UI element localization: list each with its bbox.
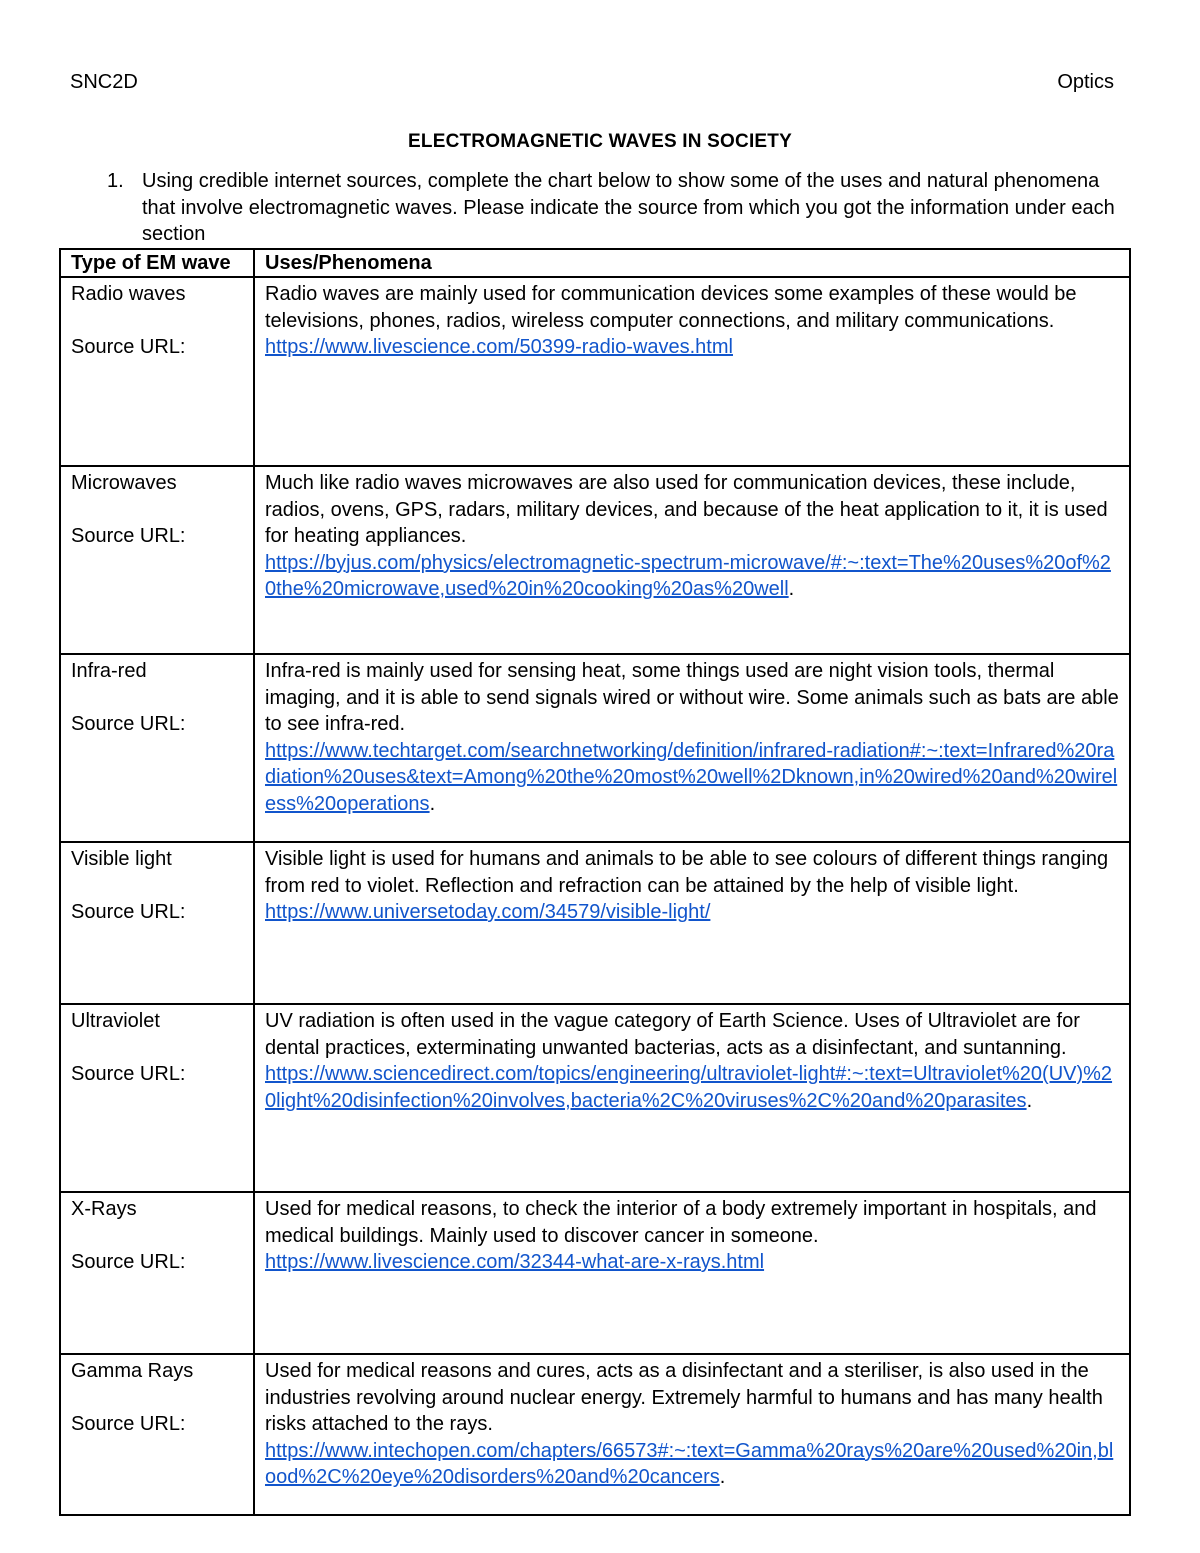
uses-text: Radio waves are mainly used for communication devices some examples of these would be televisions, phones, radios, wireless computer connections, and military communications. — [265, 283, 1077, 332]
header-type: Type of EM wave — [60, 249, 254, 277]
wave-type: Radio waves — [71, 283, 186, 305]
uses-cell — [254, 466, 1130, 654]
link-trailing: . — [429, 792, 436, 815]
wave-type-cell — [60, 277, 254, 466]
uses-text: Used for medical reasons, to check the interior of a body extremely important in hospitals, and medical buildings. Mainly used to discover cancer in someone. — [265, 1198, 1097, 1247]
table-row — [60, 1192, 1130, 1354]
source-url-label: Source URL: — [71, 713, 186, 736]
wave-type-cell — [60, 654, 254, 842]
link-trailing: . — [719, 1466, 726, 1489]
source-url-label: Source URL: — [71, 336, 186, 359]
source-link[interactable]: https://byjus.com/physics/electromagnetic-spectrum-microwave/#:~:text=The%20uses%20of%20the%20microwave,used%20in%20cooking%20as%20well — [265, 551, 1111, 601]
source-link[interactable]: https://www.techtarget.com/searchnetworking/definition/infrared-radiation#:~:text=Infrared%20radiation%20uses&text=Among%20the%20most%20well%2Dknown,in%20wired%20and%20wireless%20operations — [265, 739, 1118, 815]
uses-text: Much like radio waves microwaves are also used for communication devices, these include, radios, ovens, GPS, radars, military devices, and because of the heat application to it, it is used for heating appliances. — [265, 472, 1108, 548]
uses-cell — [254, 277, 1130, 466]
table-row — [60, 842, 1130, 1004]
table-row — [60, 654, 1130, 842]
source-link[interactable]: https://www.universetoday.com/34579/visible-light/ — [265, 901, 711, 924]
wave-type-cell — [60, 1354, 254, 1515]
source-url-label: Source URL: — [71, 901, 186, 924]
uses-cell — [254, 1192, 1130, 1354]
uses-cell — [254, 1354, 1130, 1515]
question-instructions — [107, 168, 1117, 248]
wave-type: Visible light — [71, 848, 172, 870]
question-number: 1. — [107, 170, 124, 192]
source-link[interactable]: https://www.livescience.com/32344-what-are-x-rays.html — [265, 1251, 765, 1274]
wave-type-cell — [60, 842, 254, 1004]
question-text: Using credible internet sources, complete the chart below to show some of the uses and natural phenomena that involve electromagnetic waves. Please indicate the source from which you got the information under each section — [142, 170, 1115, 245]
page-title: ELECTROMAGNETIC WAVES IN SOCIETY — [408, 131, 792, 152]
source-url-label: Source URL: — [71, 525, 186, 548]
table-row — [60, 1004, 1130, 1192]
source-url-label: Source URL: — [71, 1063, 186, 1086]
source-link[interactable]: https://www.intechopen.com/chapters/66573#:~:text=Gamma%20rays%20are%20used%20in,blood%2C%20eye%20disorders%20and%20cancers — [265, 1439, 1114, 1489]
unit-name: Optics — [1057, 71, 1114, 93]
source-url-label: Source URL: — [71, 1413, 186, 1436]
uses-text: Used for medical reasons and cures, acts as a disinfectant and a steriliser, is also used in the industries revolving around nuclear energy. Extremely harmful to humans and has many health risks attached to the rays. — [265, 1360, 1103, 1436]
wave-type: X-Rays — [71, 1198, 137, 1220]
link-trailing: . — [788, 578, 795, 601]
source-link[interactable]: https://www.sciencedirect.com/topics/engineering/ultraviolet-light#:~:text=Ultraviolet%20(UV)%20light%20disinfection%20involves,bacteria%2C%20viruses%2C%20and%20parasites — [265, 1063, 1113, 1112]
table-header-row — [60, 249, 1130, 277]
wave-type-cell — [60, 1004, 254, 1192]
wave-type: Infra-red — [71, 660, 147, 682]
link-trailing: . — [1026, 1089, 1033, 1112]
uses-cell — [254, 1004, 1130, 1192]
table-row — [60, 1354, 1130, 1515]
source-url-label: Source URL: — [71, 1251, 186, 1274]
uses-text: UV radiation is often used in the vague category of Earth Science. Uses of Ultraviolet are for dental practices, exterminating unwanted bacterias, acts as a disinfectant, and suntanning. — [265, 1010, 1080, 1059]
wave-type-cell — [60, 1192, 254, 1354]
wave-type: Microwaves — [71, 472, 177, 494]
wave-type: Ultraviolet — [71, 1010, 160, 1032]
table-row — [60, 466, 1130, 654]
source-link[interactable]: https://www.livescience.com/50399-radio-waves.html — [265, 336, 733, 359]
uses-cell — [254, 842, 1130, 1004]
header-uses: Uses/Phenomena — [254, 249, 1130, 277]
course-code: SNC2D — [70, 71, 138, 93]
uses-text: Infra-red is mainly used for sensing heat, some things used are night vision tools, thermal imaging, and it is able to send signals wired or without wire. Some animals such as bats are able to see infra-red. — [265, 660, 1119, 736]
uses-text: Visible light is used for humans and animals to be able to see colours of different things ranging from red to violet. Reflection and refraction can be attained by the help of visible light. — [265, 848, 1109, 897]
wave-type-cell — [60, 466, 254, 654]
table-row — [60, 277, 1130, 466]
wave-type: Gamma Rays — [71, 1360, 194, 1382]
uses-cell — [254, 654, 1130, 842]
em-waves-chart — [59, 248, 1131, 1516]
